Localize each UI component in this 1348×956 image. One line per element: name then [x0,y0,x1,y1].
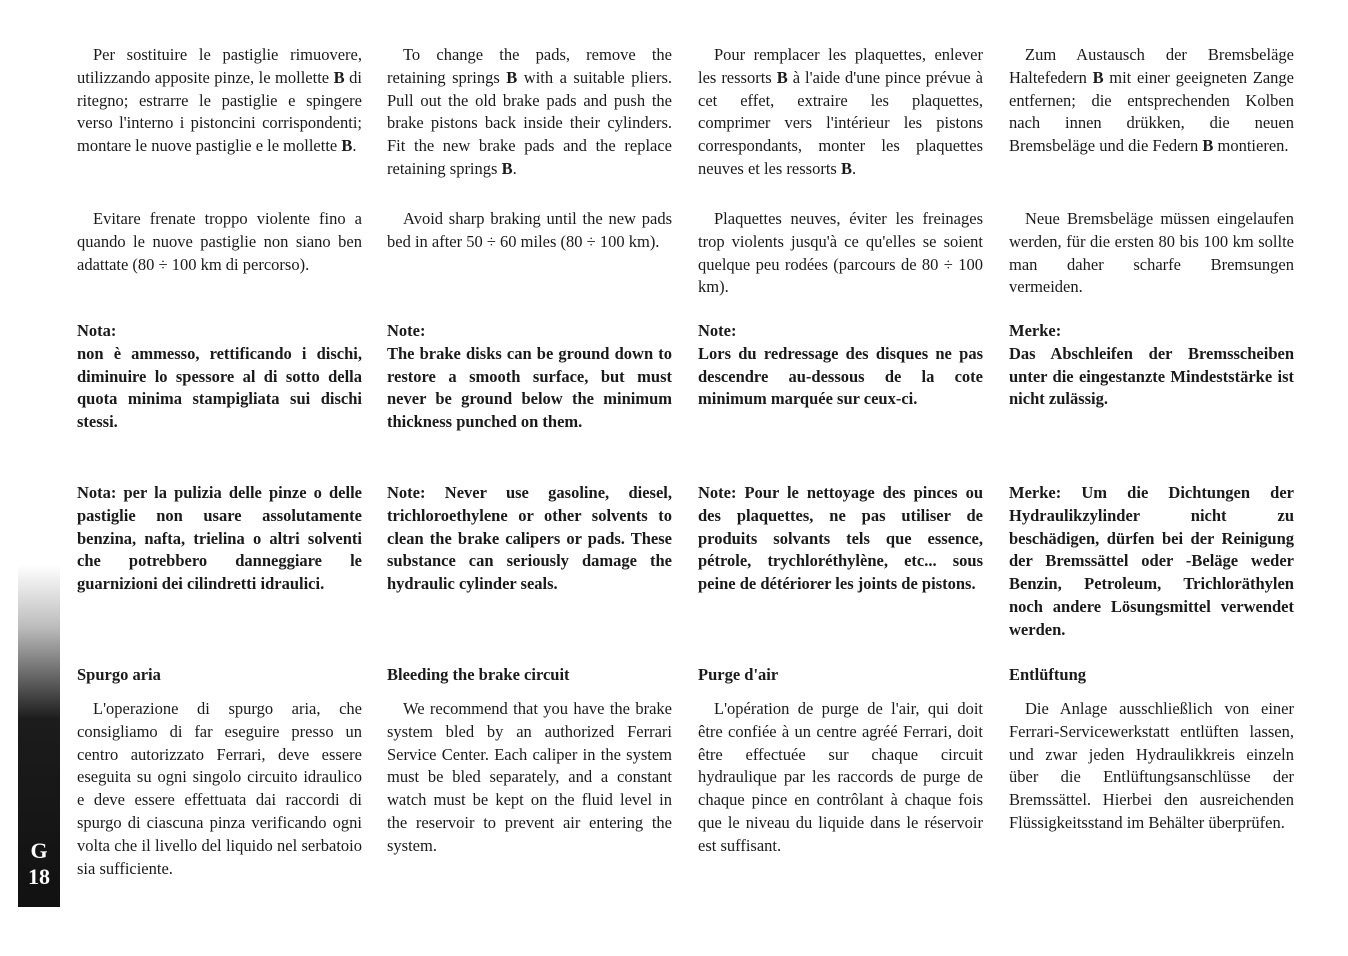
page-marker [18,838,60,890]
break-in-paragraph: Evitare frenate troppo violente fino a quando le nuove pastiglie non siano ben adattate (80 ÷ 100 km di percorso). [77,209,362,274]
note-text: The brake disks can be ground down to restore a smooth surface, but must never be ground below the minimum thickness punched on them. [387,343,672,432]
section-text: We recommend that you have the brake system bled by an authorized Ferrari Service Center. Each caliper in the system must be bled separately, and a constant watch must be kept on the fluid level in the reservoir to prevent air entering the system. [387,699,672,855]
note-block [1009,320,1294,411]
section-title: Spurgo aria [77,665,161,684]
page-number: 18 [28,864,50,889]
intro-paragraph: Pour remplacer les plaquettes, enlever les ressorts B à l'aide d'une pince prévue à cet effet, extraire les plaquettes, comprimer vers l'intérieur les pistons correspondants, monter les plaquettes neuves et les ressorts B. [698,45,983,178]
intro-paragraph: To change the pads, remove the retaining springs B with a suitable pliers. Pull out the old brake pads and push the brake pistons back inside their cylinders. Fit the new brake pads and the replace retaining springs B. [387,45,672,178]
section-title: Entlüftung [1009,665,1087,684]
note-label: Merke: [1009,321,1062,340]
section-text: Die Anlage ausschließlich von einer Ferrari-Servicewerkstatt entlüften lassen, und zwar jeden Hydraulikkreis einzeln über die Entlüftungsanschlüsse der Bremssättel. Hierbei den ausreichenden Flüssigkeitsstand im Behälter überprüfen. [1009,699,1294,832]
section-text: L'opération de purge de l'air, qui doit être confiée à un centre agréé Ferrari, doit être effectuée sur chaque circuit hydraulique par les raccords de purge de chaque pince en contrôlant à chaque fois que le niveau du liquide dans le réservoir est suffisant. [698,699,983,855]
intro-paragraph: Per sostituire le pastiglie rimuovere, utilizzando apposite pinze, le mollette B di ritegno; estrarre le pastiglie e spingere verso l'interno i pistoncini corrispondenti; montare le nuove pastiglie e le mollette B. [77,45,362,156]
note-text: Lors du redressage des disques ne pas descendre au-dessous de la cote minimum marquée sur ceux-ci. [698,343,983,409]
note-block [698,320,983,411]
section-letter: G [30,838,48,863]
break-in-paragraph: Neue Bremsbeläge müssen eingelaufen werden, für die ersten 80 bis 100 km sollte man daher scharfe Bremsungen vermeiden. [1009,209,1294,297]
break-in-paragraph: Avoid sharp braking until the new pads bed in after 50 ÷ 60 miles (80 ÷ 100 km). [387,209,672,251]
break-in-paragraph: Plaquettes neuves, éviter les freinages trop violents jusqu'à ce qu'elles se soient quelque peu rodées (parcours de 80 ÷ 100 km). [698,209,983,297]
note-block [77,320,362,434]
note-label: Nota: [77,321,117,340]
solvent-warning: Note: Never use gasoline, diesel, trichloroethylene or other solvents to clean the brake calipers or pads. These substance can seriously damage the hydraulic cylinder seals. [387,483,672,594]
solvent-warning: Nota: per la pulizia delle pinze o delle pastiglie non usare assolutamente benzina, nafta, trielina o altri solventi che potrebbero danneggiare le guarnizioni dei cilindretti idraulici. [77,483,362,594]
note-text: non è ammesso, rettificando i dischi, diminuire lo spessore al di sotto della quota minima stampigliata sui dischi stessi. [77,343,362,432]
solvent-warning: Note: Pour le nettoyage des pinces ou des plaquettes, ne pas utiliser de produits solvants tels que essence, pétrole, trychloréthylène, etc... sous peine de détériorer les joints de pistons. [698,483,983,594]
note-text: Das Abschleifen der Bremsscheiben unter die eingestanzte Mindeststärke ist nicht zulässig. [1009,343,1294,409]
note-label: Note: [387,321,426,340]
note-block [387,320,672,434]
note-label: Note: [698,321,737,340]
section-title: Bleeding the brake circuit [387,665,570,684]
section-title: Purge d'air [698,665,779,684]
solvent-warning: Merke: Um die Dichtungen der Hydraulikzylinder nicht zu beschädigen, dürfen bei der Reinigung der Bremssättel oder -Beläge weder Benzin, Petroleum, Trichloräthylen noch andere Lösungsmittel verwendet werden. [1009,483,1294,639]
section-text: L'operazione di spurgo aria, che consigliamo di far eseguire presso un centro autorizzato Ferrari, deve essere eseguita su ogni singolo circuito idraulico e deve essere effettuata dai raccordi di spurgo di ciascuna pinza verificando ogni volta che il livello del liquido nel serbatoio sia sufficiente. [77,699,362,878]
intro-paragraph: Zum Austausch der Bremsbeläge Haltefedern B mit einer geeigneten Zange entfernen; die entsprechenden Kolben nach innen drükken, die neuen Bremsbeläge und die Federn B montieren. [1009,45,1294,156]
